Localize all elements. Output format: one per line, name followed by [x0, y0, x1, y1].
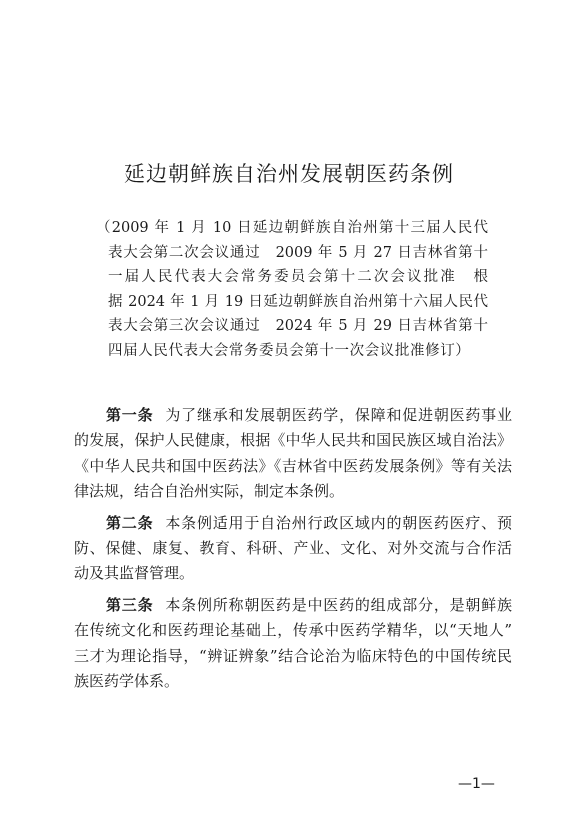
- article-number: 第二条: [106, 513, 154, 532]
- article-line: 律法规，结合自治州实际，制定本条例。: [74, 482, 345, 501]
- article-number: 第一条: [106, 406, 154, 424]
- article-text: 本条例适用于自治州行政区域内的朝医药医疗、预: [165, 513, 512, 532]
- article-2: [74, 511, 512, 587]
- article-line: 在传统文化和医药理论基础上，传承中医药学精华，以“天地人”: [74, 621, 512, 640]
- article-1: [74, 403, 512, 505]
- adoption-note-line: （2009 年 1 月 10 日延边朝鲜族自治州第十三届人民代: [96, 220, 488, 236]
- article-number: 第三条: [106, 595, 154, 614]
- document-body: [74, 403, 512, 694]
- document-title: 延边朝鲜族自治州发展朝医药条例: [124, 162, 454, 186]
- article-line: 动及其监督管理。: [74, 564, 195, 583]
- article-first-line: [74, 511, 512, 536]
- article-line: 族医药学体系。: [74, 672, 180, 691]
- article-text: 为了继承和发展朝医药学，保障和促进朝医药事业: [165, 406, 512, 424]
- article-line: 《中华人民共和国中医药法》《吉林省中医药发展条例》等有关法: [74, 456, 512, 475]
- adoption-note-line: 据 2024 年 1 月 19 日延边朝鲜族自治州第十六届人民代: [108, 293, 488, 310]
- adoption-note-line: 表大会第二次会议通过 2009 年 5 月 27 日吉林省第十: [108, 244, 488, 261]
- adoption-note: [96, 216, 488, 364]
- article-first-line: [74, 403, 512, 428]
- adoption-note-line: 一届人民代表大会常务委员会第十二次会议批准 根: [108, 269, 488, 286]
- article-first-line: [74, 593, 512, 618]
- page-number: —1—: [458, 776, 495, 792]
- article-line: 的发展，保护人民健康，根据《中华人民共和国民族区域自治法》: [74, 431, 512, 450]
- article-line: 三才为理论指导，“辨证辨象”结合论治为临床特色的中国传统民: [74, 646, 512, 665]
- adoption-note-line: 表大会第三次会议通过 2024 年 5 月 29 日吉林省第十: [108, 318, 488, 335]
- adoption-note-line: 四届人民代表大会常务委员会第十一次会议批准修订）: [108, 342, 471, 359]
- article-text: 本条例所称朝医药是中医药的组成部分，是朝鲜族: [165, 595, 512, 614]
- article-line: 防、保健、康复、教育、科研、产业、文化、对外交流与合作活: [74, 539, 512, 558]
- article-3: [74, 593, 512, 695]
